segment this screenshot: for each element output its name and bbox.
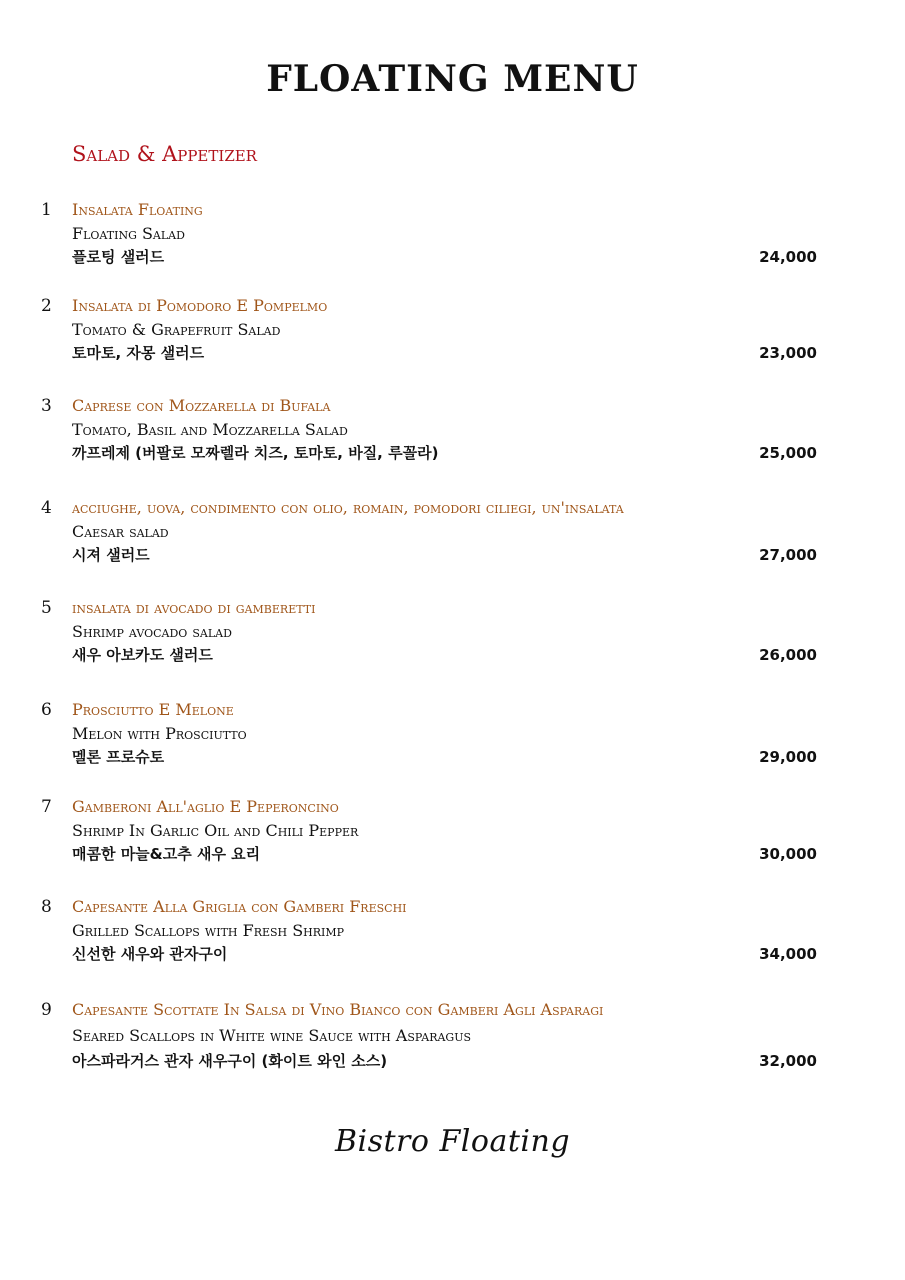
- item-korean-name: 플로팅 샐러드: [72, 248, 165, 266]
- item-korean-name: 아스파라거스 관자 새우구이 (화이트 와인 소스): [72, 1052, 388, 1070]
- item-number: 9: [41, 1000, 52, 1020]
- item-english-name: Caesar salad: [72, 522, 169, 541]
- item-korean-name: 시져 샐러드: [72, 546, 150, 564]
- item-number: 2: [41, 296, 52, 316]
- item-number: 7: [41, 797, 52, 817]
- item-price: 23,000: [759, 344, 817, 362]
- item-price: 25,000: [759, 444, 817, 462]
- item-price: 34,000: [759, 945, 817, 963]
- item-korean-name: 까프레제 (버팔로 모짜렐라 치즈, 토마토, 바질, 루꼴라): [72, 444, 439, 462]
- item-price: 26,000: [759, 646, 817, 664]
- menu-title: FLOATING MENU: [266, 58, 639, 100]
- item-price: 32,000: [759, 1052, 817, 1070]
- menu-item: [0, 498, 905, 578]
- item-number: 4: [41, 498, 52, 518]
- item-italian-name: Capesante Scottate In Salsa di Vino Bianco con Gamberi Agli Asparagi: [72, 1000, 604, 1019]
- item-price: 27,000: [759, 546, 817, 564]
- item-price: 24,000: [759, 248, 817, 266]
- item-korean-name: 매콤한 마늘&고추 새우 요리: [72, 845, 261, 863]
- item-english-name: Tomato, Basil and Mozzarella Salad: [72, 420, 348, 439]
- menu-item: [0, 396, 905, 476]
- item-english-name: Tomato & Grapefruit Salad: [72, 320, 281, 339]
- item-italian-name: Insalata di Pomodoro E Pompelmo: [72, 296, 328, 315]
- item-number: 6: [41, 700, 52, 720]
- item-italian-name: Caprese con Mozzarella di Bufala: [72, 396, 331, 415]
- section-title: Salad & Appetizer: [72, 142, 257, 166]
- item-korean-name: 멜론 프로슈토: [72, 748, 165, 766]
- item-italian-name: Gamberoni All'aglio E Peperoncino: [72, 797, 339, 816]
- item-number: 8: [41, 897, 52, 917]
- item-korean-name: 신선한 새우와 관자구이: [72, 945, 228, 963]
- menu-item: [0, 296, 905, 376]
- item-english-name: Melon with Prosciutto: [72, 724, 247, 743]
- item-english-name: Seared Scallops in White wine Sauce with Asparagus: [72, 1026, 472, 1045]
- menu-item: [0, 598, 905, 678]
- item-italian-name: acciughe, uova, condimento con olio, romain, pomodori ciliegi, un'insalata: [72, 498, 624, 517]
- item-korean-name: 토마토, 자몽 샐러드: [72, 344, 205, 362]
- item-italian-name: Insalata Floating: [72, 200, 203, 219]
- item-italian-name: Capesante Alla Griglia con Gamberi Freschi: [72, 897, 407, 916]
- menu-item: [0, 1000, 905, 1080]
- item-italian-name: insalata di avocado di gamberetti: [72, 598, 316, 617]
- item-price: 30,000: [759, 845, 817, 863]
- menu-item: [0, 700, 905, 780]
- item-italian-name: Prosciutto E Melone: [72, 700, 234, 719]
- menu-item: [0, 897, 905, 977]
- item-number: 5: [41, 598, 52, 618]
- item-english-name: Grilled Scallops with Fresh Shrimp: [72, 921, 345, 940]
- item-english-name: Floating Salad: [72, 224, 185, 243]
- menu-item: [0, 200, 905, 280]
- item-number: 1: [41, 200, 52, 220]
- item-english-name: Shrimp In Garlic Oil and Chili Pepper: [72, 821, 359, 840]
- signature-logo: Bistro Floating: [334, 1124, 571, 1159]
- item-korean-name: 새우 아보카도 샐러드: [72, 646, 213, 664]
- item-number: 3: [41, 396, 52, 416]
- item-english-name: Shrimp avocado salad: [72, 622, 232, 641]
- item-price: 29,000: [759, 748, 817, 766]
- menu-item: [0, 797, 905, 877]
